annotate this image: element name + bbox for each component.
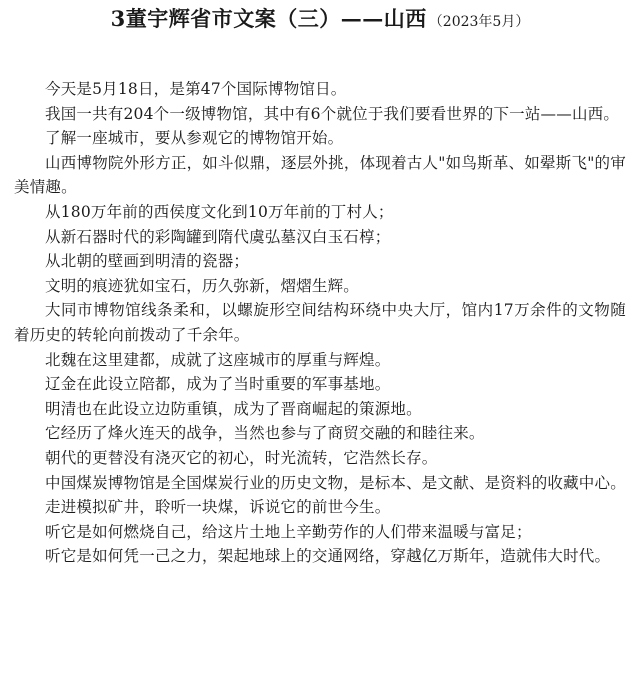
- paragraph: 听它是如何凭一己之力，架起地球上的交通网络，穿越亿万斯年，造就伟大时代。: [45, 547, 611, 566]
- paragraph: 从180万年前的西侯度文化到10万年前的丁村人；: [45, 202, 394, 221]
- paragraph: 明清也在此设立边防重镇，成为了晋商崛起的策源地。: [45, 399, 422, 418]
- paragraph: 听它是如何燃烧自己，给这片土地上辛勤劳作的人们带来温暖与富足；: [45, 522, 532, 541]
- title-date: （2023年5月）: [428, 14, 530, 30]
- body-text: [14, 77, 626, 569]
- paragraph: 朝代的更替没有浇灭它的初心，时光流转，它浩然长存。: [45, 448, 438, 467]
- document-title: [14, 6, 626, 35]
- paragraph: 它经历了烽火连天的战争，当然也参与了商贸交融的和睦往来。: [45, 424, 485, 443]
- paragraph: 走进模拟矿井，聆听一块煤，诉说它的前世今生。: [45, 498, 391, 517]
- paragraph: 北魏在这里建都，成就了这座城市的厚重与辉煌。: [45, 350, 391, 369]
- paragraph: 山西博物院外形方正，如斗似鼎，逐层外挑，体现着古人"如鸟斯革、如翚斯飞"的审美情趣。: [14, 153, 626, 197]
- document-page: [14, 6, 626, 569]
- paragraph: 从新石器时代的彩陶罐到隋代虞弘墓汉白玉石椁；: [45, 227, 391, 246]
- paragraph: 辽金在此设立陪都，成为了当时重要的军事基地。: [45, 375, 391, 394]
- paragraph: 我国一共有204个一级博物馆，其中有6个就位于我们要看世界的下一站——山西。: [45, 104, 620, 123]
- paragraph: 今天是5月18日，是第47个国际博物馆日。: [45, 80, 347, 98]
- paragraph: 了解一座城市，要从参观它的博物馆开始。: [45, 129, 344, 148]
- paragraph: 中国煤炭博物馆是全国煤炭行业的历史文物，是标本、是文献、是资料的收藏中心。: [45, 473, 626, 492]
- title-text: 3董宇辉省市文案（三）——山西: [110, 6, 427, 31]
- paragraph: 从北朝的壁画到明清的瓷器；: [45, 252, 250, 271]
- paragraph: 大同市博物馆线条柔和，以螺旋形空间结构环绕中央大厅，馆内17万余件的文物随着历史的转轮向前拨动了千余年。: [14, 301, 626, 344]
- paragraph: 文明的痕迹犹如宝石，历久弥新，熠熠生辉。: [45, 276, 360, 295]
